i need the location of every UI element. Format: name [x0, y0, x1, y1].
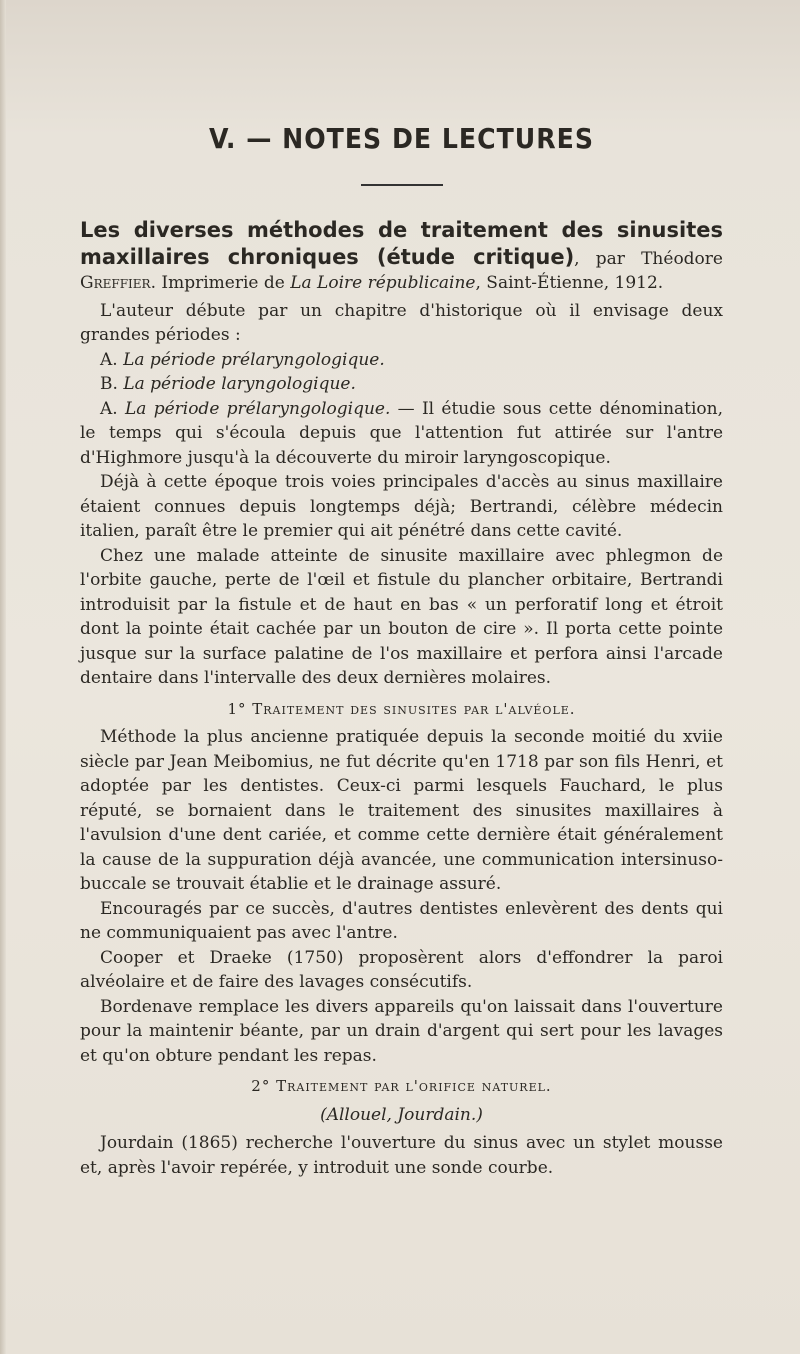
text-block [80, 116, 723, 1180]
title-rule [361, 184, 443, 186]
period-a-line [80, 348, 723, 373]
period-a-label: La période prélaryngologique. [123, 349, 385, 370]
entry-publisher-pre: . Imprimerie de [150, 273, 291, 293]
subheading-authors [80, 1103, 723, 1128]
section-orifice [80, 1131, 723, 1180]
entry-title: Les diverses méthodes de traitement des sinusites maxillaires chroniques (étude critique) [80, 218, 723, 269]
paragraph-a-letter: A. [100, 398, 118, 419]
paragraph: Méthode la plus ancienne pratiquée depuis la seconde moitié du xviie siècle par Jean Meibomius, ne fut décrite qu'en 1718 par son fils Henri, et adoptée par les dentistes. Ceux-ci parmi lesquels Fauchard, le plus réputé, se bornaient dans le traitement des sinusites maxillaires à l'avulsion d'une dent cariée, et comme cette dernière était généralement la cause de la suppuration déjà avancée, une communication intersinuso-buccale se trouvait établie et le drainage assuré. [80, 727, 723, 894]
paragraph: Cooper et Draeke (1750) proposèrent alors d'effondrer la paroi alvéolaire et de faire des lavages consécutifs. [80, 947, 723, 992]
entry-citation [80, 218, 723, 296]
page-edge-shadow [0, 0, 6, 1354]
paragraph-a-label: La période prélaryngologique. [124, 398, 391, 419]
intro-paragraph: L'auteur débute par un chapitre d'historique où il envisage deux grandes périodes : [80, 300, 723, 345]
paragraph-a-text: — Il étudie sous cette dénomination, le temps qui s'écoula depuis que l'attention fut attirée sur l'antre d'Highmore jusqu'à la découverte du miroir laryngoscopique. [80, 398, 724, 468]
entry-by: , par Théodore [574, 248, 723, 269]
period-a-letter: A. [100, 349, 118, 370]
paragraph: Déjà à cette époque trois voies principales d'accès au sinus maxillaire étaient connues depuis longtemps déjà; Bertrandi, célèbre médecin italien, paraît être le premier qui ait pénétré dans cette cavité. [80, 472, 723, 541]
entry-publisher-post: , Saint-Étienne, 1912. [475, 273, 664, 293]
subheading-alveole: 1° Traitement des sinusites par l'alvéole. [227, 699, 576, 718]
subheading-orifice: 2° Traitement par l'orifice naturel. [251, 1077, 552, 1095]
period-b-letter: B. [100, 374, 118, 394]
period-b-label: La période laryngologique. [123, 374, 356, 394]
paragraph: Encouragés par ce succès, d'autres dentistes enlevèrent des dents qui ne communiquaient pas avec l'antre. [80, 898, 723, 943]
section-alveole [80, 725, 723, 1068]
paragraph-period-a [80, 397, 723, 471]
subheading-authors-text: (Allouel, Jourdain.) [320, 1104, 483, 1125]
paragraph: Chez une malade atteinte de sinusite maxillaire avec phlegmon de l'orbite gauche, perte de l'œil et fistule du plancher orbitaire, Bertrandi introduisit par la fistule et de haut en bas « un perforatif long et étroit dont la pointe était cachée par un bouton de cire ». Il porta cette pointe jusque sur la surface palatine de l'os maxillaire et perfora ainsi l'arcade dentaire dans l'intervalle des deux dernières molaires. [80, 545, 723, 688]
period-b-line [80, 372, 723, 397]
paragraph: Bordenave remplace les divers appareils qu'on laissait dans l'ouverture pour la maintenir béante, par un drain d'argent qui sert pour les lavages et qu'on obture pendant les repas. [80, 996, 723, 1066]
paragraph: Jourdain (1865) recherche l'ouverture du sinus avec un stylet mousse et, après l'avoir repérée, y introduit une sonde courbe. [80, 1133, 723, 1178]
entry-publisher-name: La Loire républicaine [290, 273, 476, 293]
entry-author: Greffier [80, 273, 151, 293]
section-history [80, 470, 723, 691]
section-title: V. — NOTES DE LECTURES [208, 122, 594, 155]
